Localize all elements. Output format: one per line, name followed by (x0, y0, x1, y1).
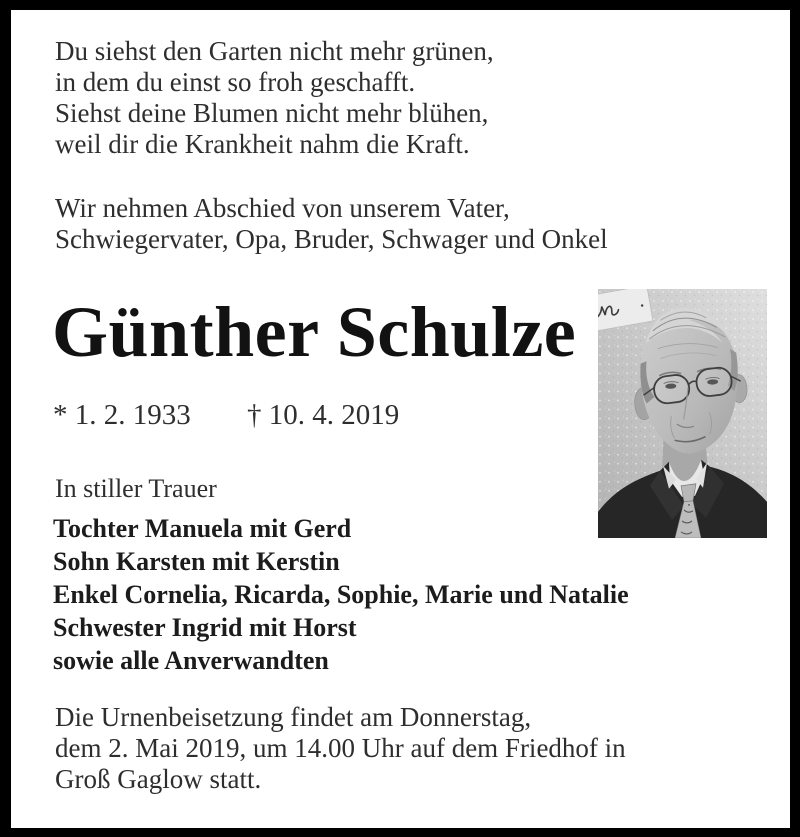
farewell-intro (55, 193, 608, 255)
poem-line: in dem du einst so froh geschafft. (55, 67, 416, 97)
family-member-line: Sohn Karsten mit Kerstin (53, 547, 340, 576)
family-member-line: Schwester Ingrid mit Horst (53, 613, 357, 642)
family-list (53, 512, 629, 677)
poem-line: weil dir die Krankheit nahm die Kraft. (55, 129, 470, 159)
funeral-line: Groß Gaglow statt. (55, 764, 262, 794)
birth-date: * 1. 2. 1933 (53, 399, 191, 431)
mourning-label: In stiller Trauer (55, 474, 217, 503)
funeral-line: dem 2. Mai 2019, um 14.00 Uhr auf dem Friedhof in (55, 733, 626, 763)
funeral-info (55, 702, 626, 795)
family-member-line: Enkel Cornelia, Ricarda, Sophie, Marie und Natalie (53, 580, 629, 609)
poem-line: Du siehst den Garten nicht mehr grünen, (55, 36, 494, 66)
life-dates (53, 399, 573, 432)
farewell-line: Schwiegervater, Opa, Bruder, Schwager und Onkel (55, 224, 608, 254)
death-date: † 10. 4. 2019 (247, 399, 400, 431)
portrait-photo (598, 289, 767, 538)
family-member-line: sowie alle Anverwandten (53, 646, 329, 675)
farewell-line: Wir nehmen Abschied von unserem Vater, (55, 193, 510, 223)
family-member-line: Tochter Manuela mit Gerd (53, 514, 352, 543)
deceased-name: Günther Schulze (52, 292, 577, 372)
elderly-man-portrait-image (598, 289, 767, 538)
poem-line: Siehst deine Blumen nicht mehr blühen, (55, 98, 489, 128)
memorial-poem (55, 36, 494, 160)
funeral-line: Die Urnenbeisetzung findet am Donnerstag, (55, 702, 532, 732)
